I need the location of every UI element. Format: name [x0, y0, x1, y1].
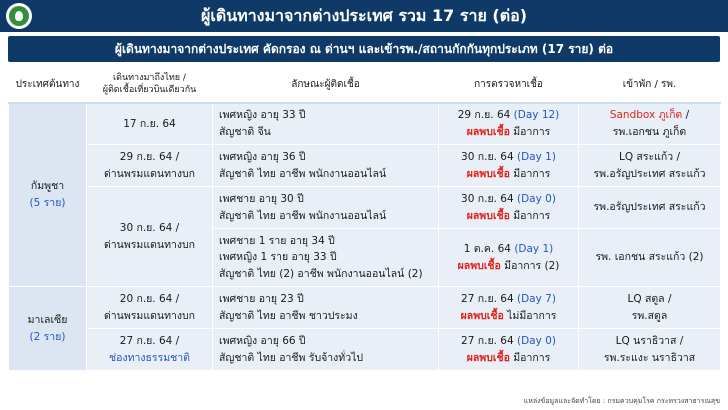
table-header-row	[9, 67, 721, 103]
place-cell	[579, 187, 721, 229]
test-day: (Day 12)	[513, 109, 560, 122]
place-cell	[579, 103, 721, 145]
title-bar	[0, 0, 728, 32]
detail-line: สัญชาติ ไทย อาชีพ ชาวประมง	[219, 309, 358, 322]
arrival-cell	[87, 103, 213, 145]
test-cell	[439, 229, 579, 287]
arrival-channel: ด่านพรมแดนทางบก	[103, 238, 196, 251]
header-arrival-line1: เดินทางมาถึงไทย /	[113, 73, 186, 84]
country-count: (5 ราย)	[29, 196, 66, 209]
test-date: 27 ก.ย. 64	[461, 293, 514, 306]
test-note: มีอาการ	[513, 351, 551, 364]
header-place: เข้าพัก / รพ.	[579, 67, 721, 103]
detail-cell	[213, 287, 439, 329]
table-row	[9, 145, 721, 187]
table-row	[9, 329, 721, 371]
test-day: (Day 1)	[516, 151, 556, 164]
source-credit: แหล่งข้อมูลและจัดทำโดย : กรมควบคุมโรค กระทรวงสาธารณสุข	[523, 397, 720, 405]
arrival-channel: ช่องทางธรรมชาติ	[109, 351, 190, 364]
header-test: การตรวจหาเชื้อ	[439, 67, 579, 103]
detail-cell	[213, 229, 439, 287]
test-cell	[439, 287, 579, 329]
detail-line: สัญชาติ ไทย อาชีพ พนักงานออนไลน์	[219, 167, 387, 180]
test-result: ผลพบเชื้อ	[466, 167, 510, 180]
test-cell	[439, 329, 579, 371]
test-day: (Day 1)	[514, 243, 554, 256]
test-result: ผลพบเชื้อ	[466, 125, 510, 138]
test-date: 30 ก.ย. 64	[461, 193, 514, 206]
test-day: (Day 0)	[516, 193, 556, 206]
test-day: (Day 7)	[516, 293, 556, 306]
test-date: 29 ก.ย. 64	[457, 109, 511, 122]
detail-line: เพศหญิง อายุ 33 ปี	[219, 109, 306, 122]
table-row	[9, 287, 721, 329]
header-arrival-line2: ผู้ติดเชื้อเที่ยวบินเดียวกัน	[102, 85, 197, 96]
country-count: (2 ราย)	[29, 330, 66, 343]
place-cell	[579, 287, 721, 329]
arrival-date: 30 ก.ย. 64 /	[119, 222, 180, 235]
place-lq: LQ สระแก้ว /	[618, 151, 681, 164]
place-lq: LQ นราธิวาส /	[615, 335, 684, 348]
table-row	[9, 187, 721, 229]
test-result: ผลพบเชื้อ	[466, 209, 510, 222]
arrival-channel: ด่านพรมแดนทางบก	[103, 309, 196, 322]
arrival-cell	[87, 287, 213, 329]
place-hospital: รพ.เอกชน ภูเก็ต	[612, 125, 687, 138]
test-result: ผลพบเชื้อ	[466, 351, 510, 364]
test-result: ผลพบเชื้อ	[457, 259, 501, 272]
test-cell	[439, 103, 579, 145]
country-cell-cambodia	[9, 103, 87, 287]
country-name: กัมพูชา	[30, 180, 65, 193]
place-hospital: รพ. เอกชน สระแก้ว (2)	[595, 251, 704, 264]
test-date: 27 ก.ย. 64	[461, 335, 514, 348]
header-country: ประเทศต้นทาง	[9, 67, 87, 103]
test-date: 30 ก.ย. 64	[461, 151, 514, 164]
detail-cell	[213, 187, 439, 229]
place-hospital: รพ.อรัญประเทศ สระแก้ว	[593, 201, 706, 214]
place-cell	[579, 329, 721, 371]
test-result: ผลพบเชื้อ	[460, 309, 504, 322]
place-hospital: รพ.ระแงะ นราธิวาส	[603, 351, 696, 364]
country-name: มาเลเซีย	[27, 314, 68, 327]
place-cell	[579, 145, 721, 187]
arrival-cell	[87, 145, 213, 187]
test-cell	[439, 187, 579, 229]
cases-table	[8, 66, 721, 371]
page-title: ผู้เดินทางมาจากต่างประเทศ รวม 17 ราย (ต่อ)	[200, 6, 528, 25]
country-cell-malaysia	[9, 287, 87, 371]
detail-line: เพศหญิง 1 ราย อายุ 33 ปี	[219, 251, 337, 264]
detail-line: เพศหญิง อายุ 66 ปี	[219, 335, 306, 348]
detail-line: เพศชาย อายุ 23 ปี	[219, 293, 304, 306]
arrival-channel: ด่านพรมแดนทางบก	[103, 167, 196, 180]
arrival-date: 29 ก.ย. 64 /	[119, 151, 180, 164]
detail-line: เพศชาย 1 ราย อายุ 34 ปี	[219, 235, 335, 248]
place-cell	[579, 229, 721, 287]
test-day: (Day 0)	[516, 335, 556, 348]
detail-line: สัญชาติ จีน	[219, 125, 271, 138]
test-note: มีอาการ	[513, 125, 551, 138]
detail-line: เพศชาย อายุ 30 ปี	[219, 193, 304, 206]
section-subtitle: ผู้เดินทางมาจากต่างประเทศ คัดกรอง ณ ด่านฯ และเข้ารพ./สถานกักกันทุกประเภท (17 ราย) ต่อ	[8, 36, 720, 62]
arrival-date: 20 ก.ย. 64 /	[119, 293, 180, 306]
place-hospital: รพ.อรัญประเทศ สระแก้ว	[593, 167, 706, 180]
test-date: 1 ต.ค. 64	[463, 243, 511, 256]
test-note: ไม่มีอาการ	[507, 309, 557, 322]
test-note: มีอาการ	[513, 209, 551, 222]
arrival-cell	[87, 187, 213, 287]
place-hospital: รพ.สตูล	[631, 309, 668, 322]
place-separator: /	[682, 109, 690, 122]
table-row	[9, 103, 721, 145]
detail-line: สัญชาติ ไทย อาชีพ พนักงานออนไลน์	[219, 209, 387, 222]
header-details: ลักษณะผู้ติดเชื้อ	[213, 67, 439, 103]
place-lq: LQ สตูล /	[627, 293, 672, 306]
detail-cell	[213, 329, 439, 371]
header-arrival	[87, 67, 213, 103]
test-cell	[439, 145, 579, 187]
test-note: มีอาการ (2)	[504, 259, 560, 272]
arrival-cell	[87, 329, 213, 371]
detail-line: สัญชาติ ไทย อาชีพ รับจ้างทั่วไป	[219, 351, 364, 364]
arrival-date: 27 ก.ย. 64 /	[119, 335, 180, 348]
arrival-date: 17 ก.ย. 64	[123, 117, 176, 130]
detail-line: เพศหญิง อายุ 36 ปี	[219, 151, 306, 164]
detail-cell	[213, 145, 439, 187]
place-sandbox: Sandbox ภูเก็ต	[609, 109, 683, 122]
test-note: มีอาการ	[513, 167, 551, 180]
detail-line: สัญชาติ ไทย (2) อาชีพ พนักงานออนไลน์ (2)	[219, 267, 423, 280]
detail-cell	[213, 103, 439, 145]
